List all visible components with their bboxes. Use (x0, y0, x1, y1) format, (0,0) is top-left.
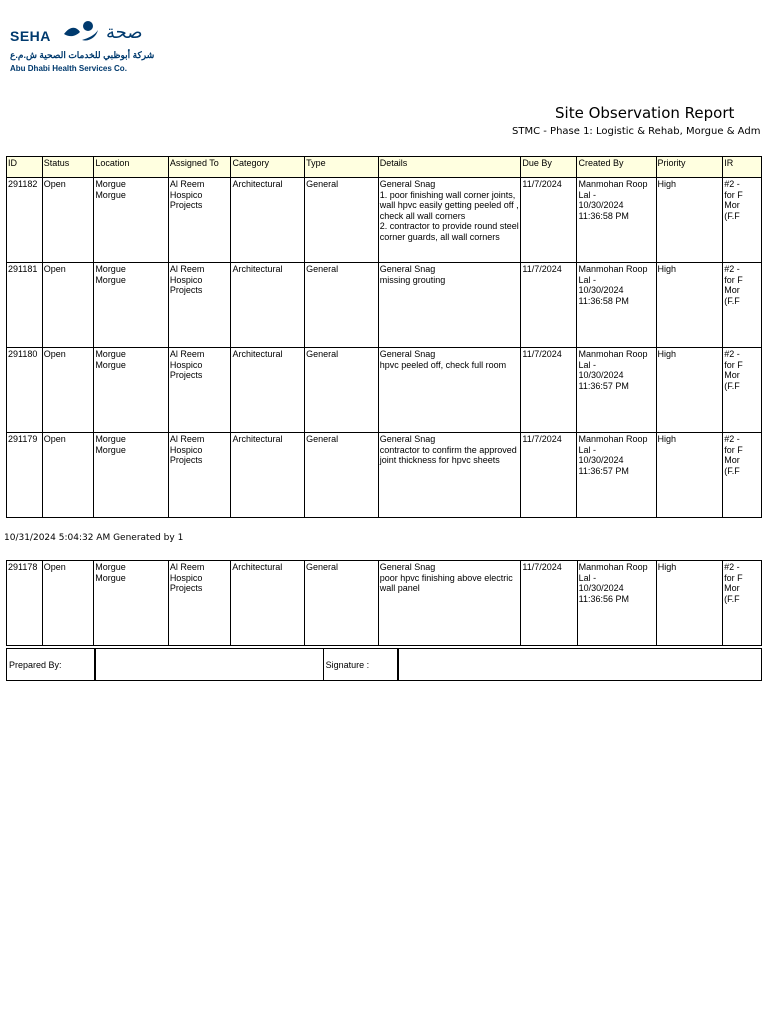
col-header-status: Status (42, 157, 94, 178)
cell-id: 291181 (7, 263, 43, 348)
logo-name-ar: صحة (106, 22, 143, 42)
cell-created: Manmohan Roop Lal - 10/30/2024 11:36:58 PM (577, 263, 656, 348)
cell-priority: High (656, 178, 723, 263)
cell-location: Morgue Morgue (94, 263, 169, 348)
cell-priority: High (656, 561, 722, 646)
cell-ir: #2 - for F Mor (F.F (723, 263, 762, 348)
cell-assigned: Al Reem Hospico Projects (168, 263, 231, 348)
cell-id: 291179 (7, 433, 43, 518)
cell-type: General (305, 263, 379, 348)
cell-due: 11/7/2024 (521, 178, 577, 263)
table-row (7, 561, 762, 646)
table-row (7, 433, 762, 518)
cell-category: Architectural (231, 433, 305, 518)
col-header-id: ID (7, 157, 43, 178)
cell-details: General Snag poor hpvc finishing above electric wall panel (378, 561, 521, 646)
col-header-category: Category (231, 157, 305, 178)
cell-category: Architectural (231, 561, 305, 646)
cell-ir: #2 - for F Mor (F.F (723, 433, 762, 518)
cell-due: 11/7/2024 (521, 561, 577, 646)
cell-location: Morgue Morgue (94, 561, 169, 646)
prepared-by-label: Prepared By: (7, 649, 96, 681)
table-row (7, 348, 762, 433)
cell-priority: High (656, 263, 723, 348)
signature-label: Signature : (323, 649, 398, 681)
cell-assigned: Al Reem Hospico Projects (168, 433, 231, 518)
cell-priority: High (656, 348, 723, 433)
table-row (7, 178, 762, 263)
logo-company-en: Abu Dhabi Health Services Co. (10, 64, 127, 73)
table-header-row (7, 157, 762, 178)
cell-location: Morgue Morgue (94, 348, 169, 433)
cell-status: Open (42, 348, 94, 433)
cell-due: 11/7/2024 (521, 263, 577, 348)
cell-ir: #2 - for F Mor (F.F (723, 348, 762, 433)
signature-table (6, 648, 762, 681)
cell-ir: #2 - for F Mor (F.F (723, 178, 762, 263)
cell-type: General (305, 433, 379, 518)
cell-assigned: Al Reem Hospico Projects (168, 178, 231, 263)
col-header-created: Created By (577, 157, 656, 178)
observations-table (6, 156, 762, 518)
report-subtitle: STMC - Phase 1: Logistic & Rehab, Morgue & Adm (512, 126, 761, 137)
cell-type: General (305, 348, 379, 433)
logo-company-ar: شركة أبوظبي للخدمات الصحية ش.م.ع (10, 50, 155, 60)
cell-id: 291182 (7, 178, 43, 263)
cell-details: General Snag 1. poor finishing wall corner joints, wall hpvc easily getting peeled off , check all wall corners 2. contractor to provide round steel corner guards, all wall corners (378, 178, 521, 263)
cell-location: Morgue Morgue (94, 433, 169, 518)
cell-created: Manmohan Roop Lal - 10/30/2024 11:36:57 PM (577, 348, 656, 433)
cell-status: Open (42, 433, 94, 518)
cell-id: 291180 (7, 348, 43, 433)
report-title: Site Observation Report (555, 104, 735, 122)
cell-category: Architectural (231, 263, 305, 348)
cell-status: Open (42, 178, 94, 263)
cell-due: 11/7/2024 (521, 433, 577, 518)
cell-category: Architectural (231, 348, 305, 433)
cell-type: General (305, 178, 379, 263)
cell-location: Morgue Morgue (94, 178, 169, 263)
cell-created: Manmohan Roop Lal - 10/30/2024 11:36:56 PM (577, 561, 656, 646)
cell-created: Manmohan Roop Lal - 10/30/2024 11:36:58 PM (577, 178, 656, 263)
cell-created: Manmohan Roop Lal - 10/30/2024 11:36:57 PM (577, 433, 656, 518)
cell-details: General Snag missing grouting (378, 263, 521, 348)
col-header-ir: IR (723, 157, 762, 178)
table-row (7, 263, 762, 348)
cell-type: General (304, 561, 378, 646)
generated-timestamp: 10/31/2024 5:04:32 AM Generated by 1 (4, 533, 184, 543)
cell-status: Open (42, 263, 94, 348)
cell-details: General Snag hpvc peeled off, check full room (378, 348, 521, 433)
cell-id: 291178 (7, 561, 43, 646)
cell-details: General Snag contractor to confirm the approved joint thickness for hpvc sheets (378, 433, 521, 518)
col-header-priority: Priority (656, 157, 723, 178)
cell-category: Architectural (231, 178, 305, 263)
col-header-due: Due By (521, 157, 577, 178)
col-header-assigned: Assigned To (168, 157, 231, 178)
col-header-type: Type (305, 157, 379, 178)
signature-field[interactable] (398, 649, 761, 681)
observations-table-continued (6, 560, 762, 646)
cell-priority: High (656, 433, 723, 518)
col-header-details: Details (378, 157, 521, 178)
cell-due: 11/7/2024 (521, 348, 577, 433)
logo-name-en: SEHA (10, 28, 51, 44)
cell-assigned: Al Reem Hospico Projects (168, 348, 231, 433)
cell-status: Open (42, 561, 93, 646)
cell-ir: #2 - for F Mor (F.F (723, 561, 762, 646)
prepared-by-field[interactable] (95, 649, 323, 681)
col-header-location: Location (94, 157, 169, 178)
cell-assigned: Al Reem Hospico Projects (168, 561, 230, 646)
